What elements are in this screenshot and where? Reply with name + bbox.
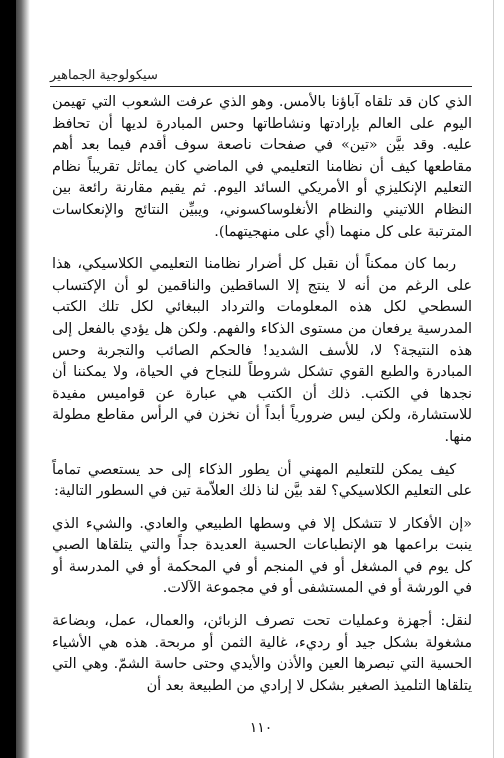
paragraph-1: الذي كان قد تلقاه آباؤنا بالأمس. وهو الذي عرفت الشعوب التي تهيمن اليوم على العالم بإرادتها ونشاطاتها وحس المبادرة لديها أن تحافظ عليه. وقد بيَّن «تين» في صفحات ناصعة سوف أقدم فيما بعد أهم مقاطعها كيف أن نظامنا التعليمي في الماضي كان يماثل تقريباً نظام التعليم الإنكليزي أو الأمريكي السائد اليوم. ثم يقيم مقارنة رائعة بين النظام اللاتيني والنظام الأنغلوساكسوني، ويبيِّن النتائج والإنعكاسات المترتبة على كل منهما (أي على منهجيتهما). — [52, 94, 472, 240]
paragraph-2: ربما كان ممكناً أن نقبل كل أضرار نظامنا التعليمي الكلاسيكي، هذا على الرغم من أنه لا ينتج إلا الساقطين والناقمين لو أن الإكتساب السطحي لكل هذه المعلومات والترداد الببغائي لكل تلك الكتب المدرسية يرفعان من مستوى الذكاء والفهم. ولكن هل يؤدي بالفعل إلى هذه النتيجة؟ لا، للأسف الشديد! فالحكم الصائب والتجربة وحس المبادرة والطبع القوي تشكل شروطاً للنجاح في الحياة، ولا يمكننا أن نجدها في الكتب. ذلك أن الكتب هي عبارة عن قواميس مفيدة للاستشارة، ولكن ليس ضرورياً أبداً أن نخزن في الرأس مقاطع مطولة منها. — [52, 256, 472, 445]
page-edge — [493, 0, 494, 758]
paragraph-4-quote: «إن الأفكار لا تتشكل إلا في وسطها الطبيعي والعادي. والشيء الذي ينبت براعمها هو الإنطباعات الحسية العديدة جداً والتي يتلقاها الصبي كل يوم في المشغل أو في المنجم أو في المحكمة أو في المدرسة أو في الورشة أو في المستشفى أو في مجموعة الآلات. — [52, 515, 472, 597]
paragraph-gap — [52, 600, 472, 611]
book-spine-shadow — [0, 0, 30, 758]
header-rule — [50, 86, 472, 87]
paragraph-gap — [52, 243, 472, 254]
paragraph-gap — [52, 449, 472, 460]
paragraph-gap — [52, 503, 472, 514]
paragraph-3: كيف يمكن للتعليم المهني أن يطور الذكاء إلى حد يستعصي تماماً على التعليم الكلاسيكي؟ لقد بيَّن لنا ذلك العلاّمة تين في السطور التالية: — [52, 461, 472, 500]
running-header: سيكولوجية الجماهير — [50, 68, 158, 83]
page-number: ١١٠ — [249, 720, 273, 736]
paragraph-5: لنقل: أجهزة وعمليات تحت تصرف الزبائن، والعمال، عمل، وبضاعة مشغولة بشكل جيد أو رديء، غالية الثمن أو مربحة. هذه هي الأشياء الحسية التي تبصرها العين والأذن والأيدي وحتى حاسة الشمّ. وهي التي يتلقاها التلميذ الصغير بشكل لا إرادي من الطبيعة بعد أن — [52, 613, 472, 694]
page-body — [52, 92, 472, 697]
